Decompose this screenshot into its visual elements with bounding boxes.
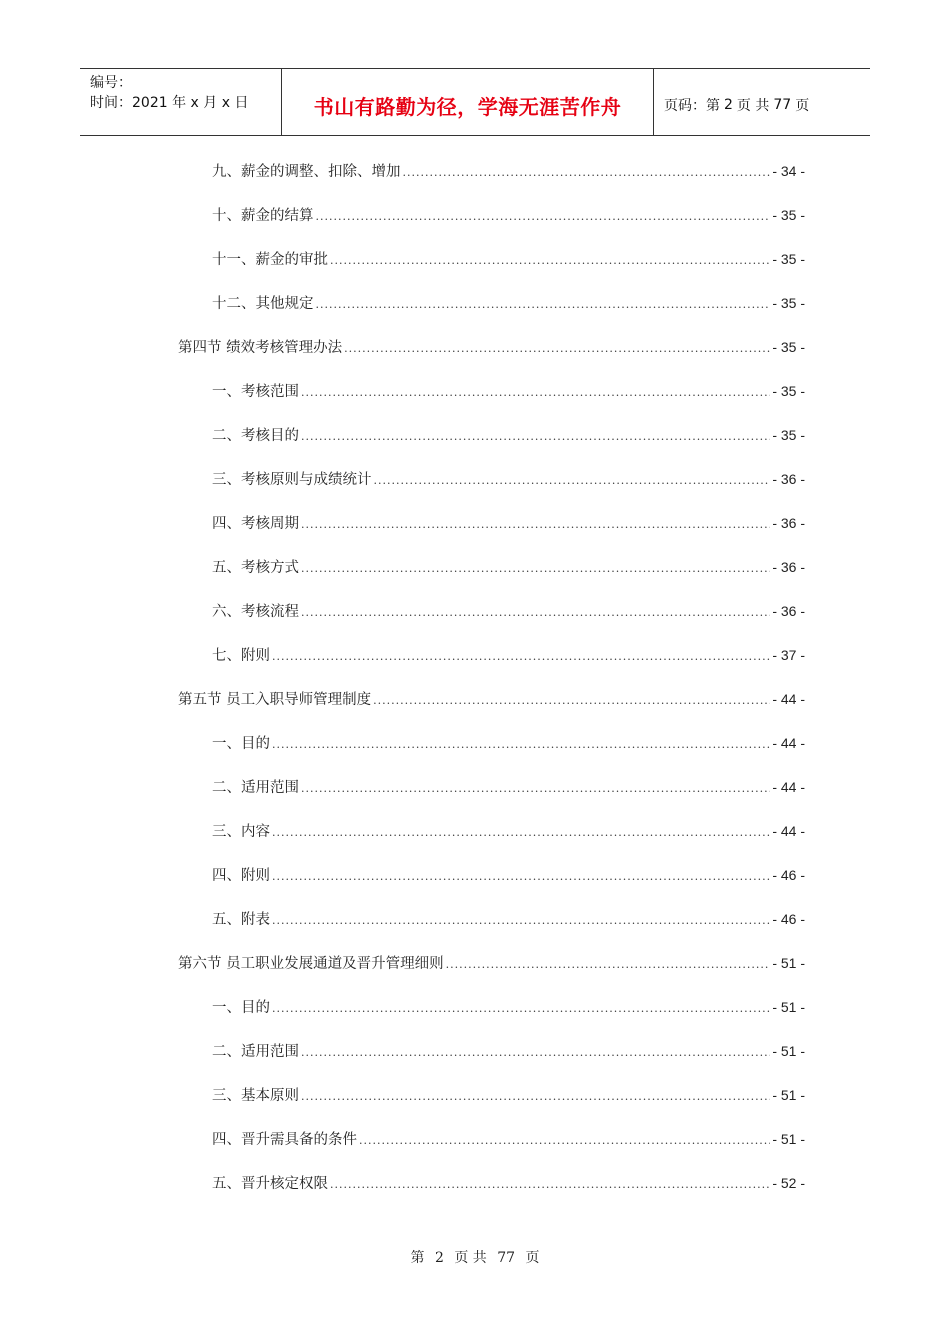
toc-entry-page-number: - 44 - (772, 823, 805, 839)
toc-entry-page-number: - 51 - (772, 1131, 805, 1147)
toc-entry-label: 四、考核周期 (212, 516, 299, 532)
toc-dot-leader (359, 1134, 770, 1148)
toc-entry-label: 一、目的 (212, 1000, 270, 1016)
document-number-label: 编号： (90, 75, 132, 91)
toc-entry-label: 第六节 员工职业发展通道及晋升管理细则 (178, 956, 444, 972)
toc-entry-label: 五、附表 (212, 912, 270, 928)
toc-entry-page-number: - 51 - (772, 1087, 805, 1103)
footer-suffix: 页 (525, 1250, 540, 1266)
toc-entry-page-number: - 35 - (772, 207, 805, 223)
toc-entry[interactable] (212, 557, 805, 578)
toc-entry-label: 九、薪金的调整、扣除、增加 (212, 164, 401, 180)
toc-entry-page-number: - 35 - (772, 339, 805, 355)
toc-entry-label: 六、考核流程 (212, 604, 299, 620)
toc-entry-page-number: - 35 - (772, 427, 805, 443)
toc-dot-leader (301, 1090, 770, 1104)
toc-entry-label: 第四节 绩效考核管理办法 (178, 340, 343, 356)
toc-entry[interactable] (212, 1173, 805, 1194)
toc-entry-page-number: - 46 - (772, 867, 805, 883)
toc-entry-page-number: - 51 - (772, 1043, 805, 1059)
toc-entry-label: 三、内容 (212, 824, 270, 840)
toc-entry-label: 三、考核原则与成绩统计 (212, 472, 372, 488)
toc-entry[interactable] (212, 1085, 805, 1106)
toc-dot-leader (316, 210, 771, 224)
toc-entry-page-number: - 36 - (772, 603, 805, 619)
toc-dot-leader (301, 386, 770, 400)
header-motto: 书山有路勤为径，学海无涯苦作舟 (313, 94, 622, 119)
toc-dot-leader (330, 254, 770, 268)
toc-entry-page-number: - 36 - (772, 515, 805, 531)
toc-entry[interactable] (212, 161, 805, 182)
toc-entry-page-number: - 34 - (772, 163, 805, 179)
toc-dot-leader (344, 342, 770, 356)
toc-entry-page-number: - 35 - (772, 383, 805, 399)
toc-entry[interactable] (178, 689, 805, 710)
toc-entry[interactable] (212, 777, 805, 798)
toc-dot-leader (301, 1046, 770, 1060)
toc-dot-leader (272, 738, 770, 752)
header-motto-cell (282, 69, 654, 135)
header-page-total: 77 (773, 97, 792, 113)
toc-entry-page-number: - 51 - (772, 999, 805, 1015)
toc-dot-leader (373, 694, 770, 708)
toc-entry-label: 四、晋升需具备的条件 (212, 1132, 357, 1148)
toc-entry-label: 第五节 员工入职导师管理制度 (178, 692, 372, 708)
toc-entry-label: 十、薪金的结算 (212, 208, 314, 224)
toc-dot-leader (272, 914, 770, 928)
page-header (80, 68, 870, 136)
toc-dot-leader (301, 562, 770, 576)
toc-dot-leader (316, 298, 771, 312)
toc-entry[interactable] (212, 733, 805, 754)
document-date-label: 时间：2021 年 x 月 x 日 (90, 95, 249, 111)
toc-entry-label: 十一、薪金的审批 (212, 252, 328, 268)
toc-dot-leader (301, 606, 770, 620)
toc-entry-label: 一、目的 (212, 736, 270, 752)
toc-entry[interactable] (212, 601, 805, 622)
toc-entry-page-number: - 35 - (772, 251, 805, 267)
toc-entry-page-number: - 44 - (772, 691, 805, 707)
toc-entry-page-number: - 44 - (772, 735, 805, 751)
page-footer (0, 1247, 950, 1267)
toc-entry[interactable] (212, 293, 805, 314)
toc-entry-page-number: - 46 - (772, 911, 805, 927)
toc-entry[interactable] (212, 425, 805, 446)
toc-dot-leader (403, 166, 771, 180)
toc-entry[interactable] (212, 1041, 805, 1062)
toc-entry-label: 四、附则 (212, 868, 270, 884)
toc-entry-page-number: - 51 - (772, 955, 805, 971)
toc-entry[interactable] (212, 909, 805, 930)
header-page-prefix: 页码：第 (664, 98, 720, 114)
toc-dot-leader (272, 1002, 770, 1016)
toc-entry[interactable] (178, 337, 805, 358)
toc-entry-label: 二、适用范围 (212, 1044, 299, 1060)
toc-entry-label: 十二、其他规定 (212, 296, 314, 312)
toc-entry-page-number: - 37 - (772, 647, 805, 663)
toc-entry[interactable] (178, 953, 805, 974)
toc-dot-leader (301, 430, 770, 444)
footer-prefix: 第 (410, 1250, 425, 1266)
toc-entry[interactable] (212, 1129, 805, 1150)
toc-dot-leader (301, 518, 770, 532)
toc-dot-leader (272, 826, 770, 840)
toc-entry-page-number: - 52 - (772, 1175, 805, 1191)
toc-entry[interactable] (212, 865, 805, 886)
toc-entry-label: 二、适用范围 (212, 780, 299, 796)
toc-dot-leader (330, 1178, 770, 1192)
header-page-info-cell (654, 69, 870, 135)
toc-dot-leader (301, 782, 770, 796)
footer-mid: 页 共 (454, 1250, 487, 1266)
toc-entry-label: 一、考核范围 (212, 384, 299, 400)
toc-entry-label: 七、附则 (212, 648, 270, 664)
header-page-current: 2 (724, 97, 733, 113)
toc-entry-label: 五、晋升核定权限 (212, 1176, 328, 1192)
toc-entry-label: 三、基本原则 (212, 1088, 299, 1104)
footer-current-page: 2 (434, 1250, 444, 1266)
toc-dot-leader (374, 474, 771, 488)
toc-entry[interactable] (212, 513, 805, 534)
header-page-suffix: 页 (795, 98, 810, 114)
header-meta-cell (80, 69, 282, 135)
toc-entry[interactable] (212, 645, 805, 666)
toc-entry[interactable] (212, 381, 805, 402)
toc-entry[interactable] (212, 997, 805, 1018)
toc-entry-page-number: - 35 - (772, 295, 805, 311)
toc-entry[interactable] (212, 205, 805, 226)
toc-entry-page-number: - 44 - (772, 779, 805, 795)
toc-dot-leader (272, 650, 770, 664)
toc-entry-label: 二、考核目的 (212, 428, 299, 444)
toc-entry[interactable] (212, 821, 805, 842)
toc-dot-leader (272, 870, 770, 884)
toc-dot-leader (446, 958, 771, 972)
toc-entry-page-number: - 36 - (772, 471, 805, 487)
toc-entry[interactable] (212, 469, 805, 490)
footer-total-pages: 77 (497, 1250, 516, 1266)
toc-entry-page-number: - 36 - (772, 559, 805, 575)
header-page-mid: 页 共 (736, 98, 770, 114)
toc-entry-label: 五、考核方式 (212, 560, 299, 576)
toc-entry[interactable] (212, 249, 805, 270)
